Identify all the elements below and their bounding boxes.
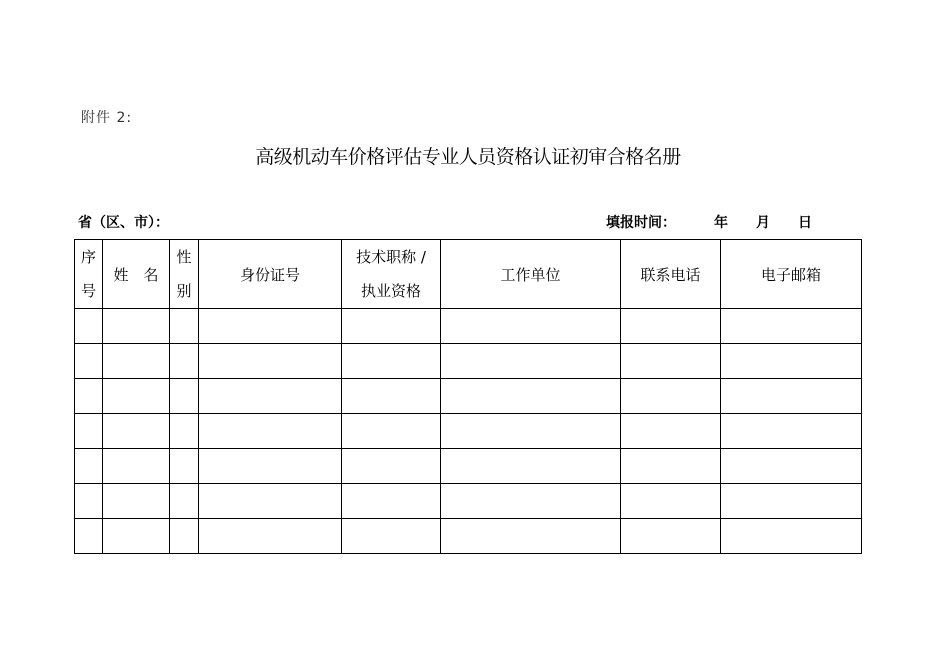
table-cell: [342, 344, 441, 379]
column-header-name: 姓 名: [103, 240, 170, 309]
table-cell: [441, 414, 621, 449]
table-cell: [342, 449, 441, 484]
table-cell: [103, 484, 170, 519]
table-cell: [441, 309, 621, 344]
table-cell: [75, 449, 103, 484]
table-row: [75, 519, 862, 554]
table-cell: [342, 309, 441, 344]
table-cell: [75, 519, 103, 554]
table-cell: [721, 519, 862, 554]
table-cell: [721, 414, 862, 449]
table-cell: [170, 519, 199, 554]
table-row: [75, 379, 862, 414]
table-cell: [721, 379, 862, 414]
month-label: 月: [756, 215, 770, 231]
roster-table: [74, 239, 862, 554]
column-header-email: 电子邮箱: [721, 240, 862, 309]
table-cell: [441, 379, 621, 414]
column-header-phone: 联系电话: [621, 240, 721, 309]
table-cell: [342, 519, 441, 554]
table-cell: [103, 379, 170, 414]
table-cell: [441, 344, 621, 379]
table-cell: [170, 379, 199, 414]
table-cell: [621, 449, 721, 484]
table-cell: [721, 449, 862, 484]
table-cell: [170, 344, 199, 379]
column-header-index: 序 号: [75, 240, 103, 309]
table-cell: [170, 414, 199, 449]
table-row: [75, 344, 862, 379]
table-cell: [103, 344, 170, 379]
table-cell: [621, 309, 721, 344]
column-header-title-qualification: 技术职称 / 执业资格: [342, 240, 441, 309]
table-cell: [621, 484, 721, 519]
table-cell: [199, 484, 342, 519]
column-header-id-number: 身份证号: [199, 240, 342, 309]
table-cell: [75, 309, 103, 344]
table-cell: [103, 309, 170, 344]
fill-time-label: 填报时间：: [606, 215, 676, 231]
table-cell: [621, 379, 721, 414]
table-row: [75, 449, 862, 484]
table-cell: [621, 519, 721, 554]
table-cell: [441, 519, 621, 554]
table-cell: [721, 344, 862, 379]
table-cell: [170, 449, 199, 484]
table-cell: [170, 309, 199, 344]
fill-time-line: [606, 212, 812, 232]
column-header-employer: 工作单位: [441, 240, 621, 309]
year-label: 年: [714, 215, 728, 231]
table-row: [75, 414, 862, 449]
table-cell: [441, 449, 621, 484]
table-cell: [342, 379, 441, 414]
table-cell: [621, 344, 721, 379]
table-header-row: [75, 240, 862, 309]
province-label: 省（区、市）：: [78, 215, 169, 231]
table-cell: [75, 484, 103, 519]
table-cell: [199, 414, 342, 449]
table-cell: [75, 414, 103, 449]
document-title: 高级机动车价格评估专业人员资格认证初审合格名册: [255, 146, 681, 168]
table-cell: [75, 344, 103, 379]
table-cell: [199, 309, 342, 344]
table-cell: [199, 449, 342, 484]
column-header-gender: 性 别: [170, 240, 199, 309]
table-cell: [199, 344, 342, 379]
attachment-label: 附件 2:: [81, 110, 133, 126]
table-cell: [199, 379, 342, 414]
table-cell: [103, 519, 170, 554]
table-cell: [441, 484, 621, 519]
table-cell: [103, 414, 170, 449]
table-cell: [342, 484, 441, 519]
table-cell: [621, 414, 721, 449]
table-cell: [199, 519, 342, 554]
table-cell: [342, 414, 441, 449]
roster-body: [75, 309, 862, 554]
table-row: [75, 484, 862, 519]
table-cell: [170, 484, 199, 519]
table-row: [75, 309, 862, 344]
table-cell: [721, 484, 862, 519]
table-cell: [721, 309, 862, 344]
day-label: 日: [798, 215, 812, 231]
table-cell: [75, 379, 103, 414]
table-cell: [103, 449, 170, 484]
